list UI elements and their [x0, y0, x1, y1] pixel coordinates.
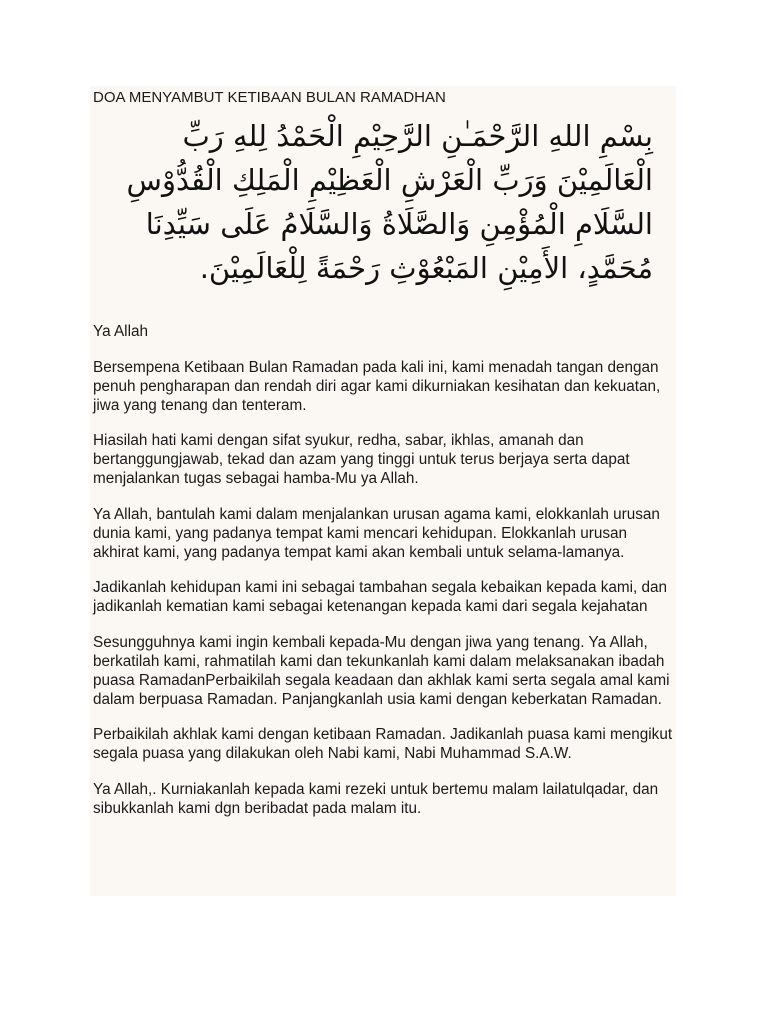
- paragraph: Sesungguhnya kami ingin kembali kepada-Mu dengan jiwa yang tenang. Ya Allah, berkatilah kami, rahmatilah kami dan tekunkanlah kami dalam melaksanakan ibadah puasa RamadanPerbaikilah segala keadaan dan akhlak kami serta segala amal kami dalam berpuasa Ramadan. Panjangkanlah usia kami dengan keberkatan Ramadan.: [93, 633, 670, 708]
- paragraph: Jadikanlah kehidupan kami ini sebagai tambahan segala kebaikan kepada kami, dan jadikanlah kematian kami sebagai ketenangan kepada kami dari segala kejahatan: [93, 579, 668, 615]
- paragraph: Hiasilah hati kami dengan sifat syukur, redha, sabar, ikhlas, amanah dan bertanggungjawab, tekad dan azam yang tinggi untuk terus berjaya serta dapat menjalankan tugas sebagai hamba-Mu ya Allah.: [93, 432, 630, 487]
- document-body: [93, 322, 675, 834]
- paragraph: Ya Allah: [93, 323, 148, 340]
- paragraph: Ya Allah, bantulah kami dalam menjalankan urusan agama kami, elokkanlah urusan dunia kami, yang padanya tempat kami mencari kehidupan. Elokkanlah urusan akhirat kami, yang padanya tempat kami akan kembali untuk selama-lamanya.: [93, 505, 660, 561]
- paragraph: Bersempena Ketibaan Bulan Ramadan pada kali ini, kami menadah tangan dengan penuh pengharapan dan rendah diri agar kami dikurniakan kesihatan dan kekuatan, jiwa yang tenang dan tenteram.: [93, 358, 661, 414]
- arabic-prayer-text: بِسْمِ اللهِ الرَّحْمَـٰنِ الرَّحِيْمِ الْحَمْدُ لِلهِ رَبِّ الْعَالَمِيْنَ وَرَبِّ الْعَرْشِ الْعَظِيْمِ الْمَلِكِ الْقُدُّوْسِ السَّلَامِ الْمُؤْمِنِ وَالصَّلَاةُ وَالسَّلَامُ عَلَى سَيِّدِنَا مُحَمَّدٍ، الأَمِيْنِ المَبْعُوْثِ رَحْمَةً لِلْعَالَمِيْنَ.: [126, 119, 653, 285]
- paragraph: Perbaikilah akhlak kami dengan ketibaan Ramadan. Jadikanlah puasa kami mengikut segala puasa yang dilakukan oleh Nabi kami, Nabi Muhammad S.A.W.: [93, 726, 673, 762]
- paragraph: Ya Allah,. Kurniakanlah kepada kami rezeki untuk bertemu malam lailatulqadar, dan sibukkanlah kami dgn beribadat pada malam itu.: [93, 780, 659, 817]
- document-title: DOA MENYAMBUT KETIBAAN BULAN RAMADHAN: [93, 89, 446, 106]
